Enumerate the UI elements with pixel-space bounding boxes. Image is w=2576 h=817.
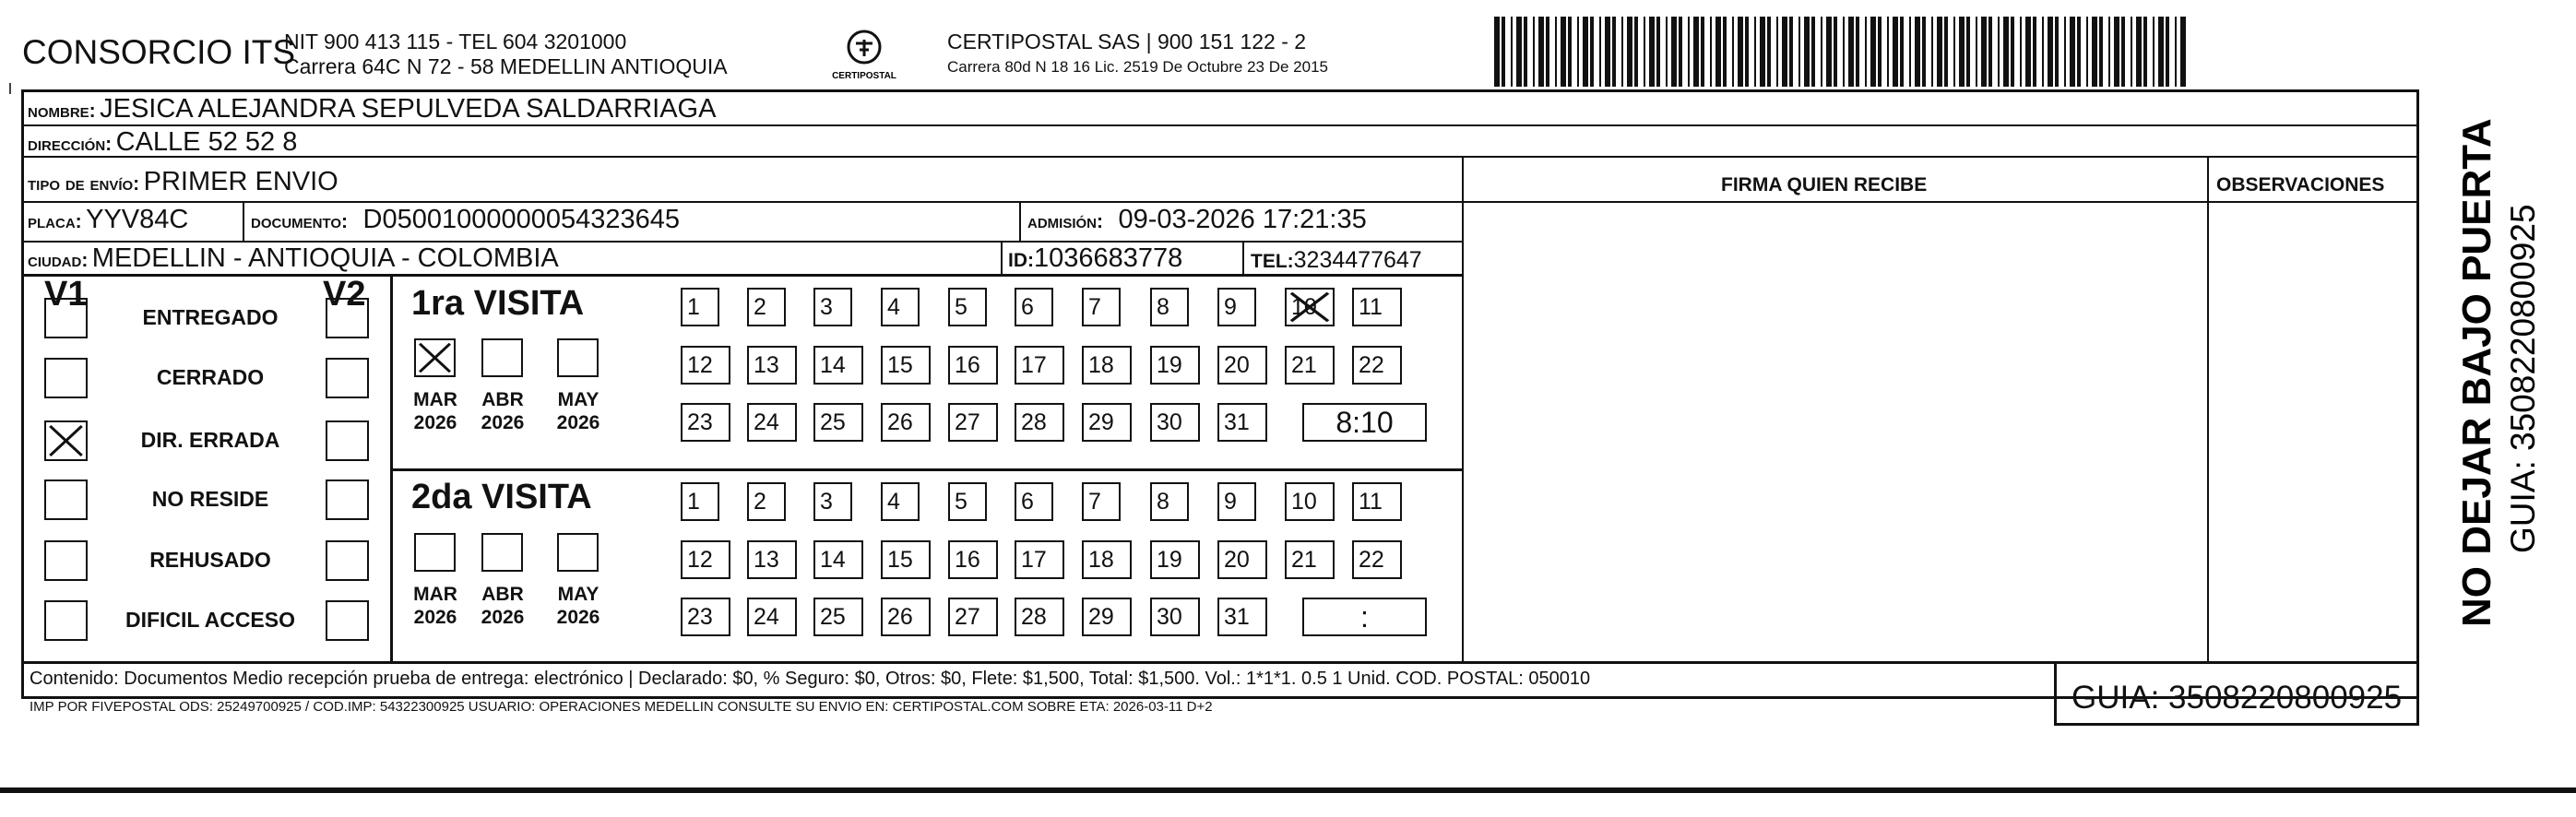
second-visit-day-box[interactable]: 12 bbox=[681, 540, 730, 579]
second-visit-day-box[interactable]: 13 bbox=[747, 540, 797, 579]
v1-status-checkbox[interactable] bbox=[44, 540, 88, 581]
cell-divider bbox=[1242, 241, 1244, 274]
first-visit-day-box[interactable]: 13 bbox=[747, 346, 797, 385]
second-visit-day-box[interactable]: 28 bbox=[1015, 598, 1064, 636]
v2-status-checkbox[interactable] bbox=[326, 420, 369, 461]
status-label: DIR. ERRADA bbox=[140, 428, 280, 452]
row-divider bbox=[21, 274, 1462, 277]
second-visit-day-box[interactable]: 6 bbox=[1015, 482, 1053, 521]
direccion-value: CALLE 52 52 8 bbox=[115, 127, 298, 157]
v2-status-checkbox[interactable] bbox=[326, 480, 369, 520]
status-label: CERRADO bbox=[156, 365, 265, 389]
second-visit-day-box[interactable]: 27 bbox=[948, 598, 998, 636]
first-visit-title: 1ra VISITA bbox=[411, 284, 585, 323]
first-visit-day-box[interactable]: 23 bbox=[681, 403, 730, 442]
month-year: 2026 bbox=[413, 412, 457, 433]
placa-label: placa: bbox=[28, 211, 82, 232]
first-visit-day-box[interactable]: 31 bbox=[1217, 403, 1267, 442]
v2-status-checkbox[interactable] bbox=[326, 600, 369, 641]
side-notice bbox=[2426, 111, 2573, 627]
placa-field bbox=[28, 205, 188, 235]
v1-status-checkbox[interactable] bbox=[44, 420, 88, 461]
second-visit-day-box[interactable]: 19 bbox=[1150, 540, 1200, 579]
second-visit-month-checkbox[interactable] bbox=[557, 533, 599, 572]
first-visit-month-checkbox[interactable] bbox=[414, 338, 456, 377]
second-visit-day-box[interactable]: 29 bbox=[1082, 598, 1132, 636]
nombre-value: JESICA ALEJANDRA SEPULVEDA SALDARRIAGA bbox=[100, 94, 717, 124]
month-year: 2026 bbox=[556, 607, 600, 628]
tel-field bbox=[1251, 247, 1422, 274]
second-visit-month-checkbox[interactable] bbox=[414, 533, 456, 572]
tel-value: 3234477647 bbox=[1293, 247, 1422, 273]
x-mark bbox=[1287, 290, 1333, 325]
company-info bbox=[284, 30, 728, 79]
direccion-field bbox=[28, 127, 297, 158]
ciudad-value: MEDELLIN - ANTIOQUIA - COLOMBIA bbox=[91, 243, 559, 273]
row-divider bbox=[21, 241, 1462, 243]
first-visit-day-box[interactable]: 8 bbox=[1150, 288, 1189, 326]
content-summary: Contenido: Documentos Medio recepción prueba de entrega: electrónico | Declarado: $0, % Seguro: $0, Otros: $0, Flete: $1,500, Total: $1,500. Vol.: 1*1*1. 0.5 1 Unid. COD. POSTAL: 050010 bbox=[30, 669, 1591, 689]
first-visit-day-box[interactable]: 17 bbox=[1015, 346, 1064, 385]
id-value: 1036683778 bbox=[1034, 243, 1183, 273]
second-visit-day-box[interactable]: 23 bbox=[681, 598, 730, 636]
first-visit-day-box[interactable]: 27 bbox=[948, 403, 998, 442]
side-guia-text: GUIA: 3508220800925 bbox=[2504, 204, 2542, 553]
admision-label: admisión: bbox=[1027, 211, 1103, 232]
second-visit-day-box[interactable]: 1 bbox=[681, 482, 719, 521]
nombre-label: nombre: bbox=[28, 101, 96, 122]
month-year: 2026 bbox=[556, 412, 600, 433]
second-visit-month-label bbox=[550, 583, 607, 629]
second-visit-day-box[interactable]: 10 bbox=[1285, 482, 1335, 521]
first-visit-day-box[interactable]: 3 bbox=[813, 288, 852, 326]
first-visit-day-box[interactable]: 5 bbox=[948, 288, 987, 326]
firma-column-left-border bbox=[1462, 156, 1464, 661]
first-visit-month-label bbox=[474, 388, 531, 434]
first-visit-day-box[interactable]: 29 bbox=[1082, 403, 1132, 442]
v1-status-checkbox[interactable] bbox=[44, 600, 88, 641]
status-label: NO RESIDE bbox=[151, 487, 269, 511]
first-visit-day-box[interactable]: 11 bbox=[1352, 288, 1402, 326]
second-visit-day-box[interactable]: 9 bbox=[1217, 482, 1256, 521]
first-visit-day-box[interactable]: 18 bbox=[1082, 346, 1132, 385]
company-name: CONSORCIO ITS bbox=[22, 33, 296, 71]
documento-field bbox=[251, 205, 680, 235]
observaciones-column-title: OBSERVACIONES bbox=[2216, 174, 2385, 195]
ciudad-field bbox=[28, 243, 559, 274]
id-field bbox=[1008, 243, 1182, 274]
nombre-field bbox=[28, 94, 716, 124]
second-visit-day-box[interactable]: 5 bbox=[948, 482, 987, 521]
first-visit-month-label bbox=[550, 388, 607, 434]
month-name: MAR bbox=[413, 389, 457, 410]
first-visit-day-box[interactable]: 16 bbox=[948, 346, 998, 385]
admision-field bbox=[1027, 205, 1367, 235]
first-visit-month-label bbox=[407, 388, 464, 434]
month-name: ABR bbox=[481, 584, 524, 605]
first-visit-day-box[interactable]: 1 bbox=[681, 288, 719, 326]
second-visit-day-box[interactable]: 17 bbox=[1015, 540, 1064, 579]
second-visit-day-box[interactable]: 16 bbox=[948, 540, 998, 579]
second-visit-day-box[interactable]: 18 bbox=[1082, 540, 1132, 579]
id-label: ID: bbox=[1008, 250, 1034, 271]
status-label: ENTREGADO bbox=[142, 305, 279, 329]
second-visit-day-box[interactable]: 21 bbox=[1285, 540, 1335, 579]
second-visit-day-box[interactable]: 25 bbox=[813, 598, 863, 636]
second-visit-day-box[interactable]: 15 bbox=[881, 540, 931, 579]
tipo-envio-label: tipo de envío: bbox=[28, 173, 140, 195]
second-visit-title: 2da VISITA bbox=[411, 478, 592, 516]
first-visit-day-box[interactable]: 20 bbox=[1217, 346, 1267, 385]
certipostal-logo bbox=[832, 28, 896, 87]
column-header-divider bbox=[1462, 201, 2419, 203]
v1-status-checkbox[interactable] bbox=[44, 480, 88, 520]
month-name: MAR bbox=[413, 584, 457, 605]
certipostal-info bbox=[947, 30, 1328, 79]
month-name: MAY bbox=[557, 584, 599, 605]
status-panel-border bbox=[390, 274, 393, 661]
v2-header: V2 bbox=[323, 275, 366, 314]
first-visit-day-box[interactable]: 4 bbox=[881, 288, 920, 326]
v1-header: V1 bbox=[44, 275, 88, 314]
cell-divider bbox=[1001, 241, 1003, 274]
second-visit-day-box[interactable]: 7 bbox=[1082, 482, 1121, 521]
row-divider bbox=[21, 156, 2419, 158]
tipo-envio-value: PRIMER ENVIO bbox=[143, 167, 338, 196]
month-year: 2026 bbox=[481, 412, 525, 433]
tipo-envio-field bbox=[28, 167, 338, 197]
first-visit-day-box[interactable]: 25 bbox=[813, 403, 863, 442]
placa-value: YYV84C bbox=[86, 205, 189, 234]
month-year: 2026 bbox=[413, 607, 457, 628]
second-visit-day-box[interactable]: 20 bbox=[1217, 540, 1267, 579]
month-year: 2026 bbox=[481, 607, 525, 628]
second-visit-month-checkbox[interactable] bbox=[481, 533, 523, 572]
status-label: DIFICIL ACCESO bbox=[125, 608, 295, 632]
v1-status-checkbox[interactable] bbox=[44, 358, 88, 398]
documento-value: D05001000000054323645 bbox=[362, 205, 681, 234]
no-dejar-bajo-puerta-text: NO DEJAR BAJO PUERTA bbox=[2454, 118, 2499, 627]
logo-wordmark: CERTIPOSTAL bbox=[832, 71, 896, 81]
second-visit-day-box[interactable]: 26 bbox=[881, 598, 931, 636]
x-mark bbox=[416, 340, 454, 375]
first-visit-day-box[interactable]: 7 bbox=[1082, 288, 1121, 326]
first-visit-day-box[interactable]: 2 bbox=[747, 288, 786, 326]
first-visit-day-box[interactable]: 24 bbox=[747, 403, 797, 442]
second-visit-day-box[interactable]: 31 bbox=[1217, 598, 1267, 636]
observaciones-column-left-border bbox=[2207, 156, 2209, 661]
first-visit-day-box[interactable]: 15 bbox=[881, 346, 931, 385]
first-visit-day-box[interactable]: 6 bbox=[1015, 288, 1053, 326]
status-label: REHUSADO bbox=[149, 548, 271, 572]
cell-divider bbox=[243, 201, 244, 241]
second-visit-month-label bbox=[474, 583, 531, 629]
first-visit-day-box[interactable]: 14 bbox=[813, 346, 863, 385]
row-divider bbox=[21, 201, 1462, 203]
second-visit-day-box[interactable]: 22 bbox=[1352, 540, 1402, 579]
cell-divider bbox=[1019, 201, 1021, 241]
second-visit-day-box[interactable]: 3 bbox=[813, 482, 852, 521]
visit-divider bbox=[390, 468, 1462, 471]
first-visit-day-box[interactable]: 9 bbox=[1217, 288, 1256, 326]
month-name: MAY bbox=[557, 389, 599, 410]
first-visit-day-box[interactable]: 19 bbox=[1150, 346, 1200, 385]
print-info: IMP POR FIVEPOSTAL ODS: 25249700925 / COD.IMP: 54322300925 USUARIO: OPERACIONES MEDELLIN CONSULTE SU ENVIO EN: CERTIPOSTAL.COM SOBRE ETA: 2026-03-11 D+2 bbox=[30, 699, 1213, 715]
v2-status-checkbox[interactable] bbox=[326, 358, 369, 398]
first-visit-day-box[interactable]: 12 bbox=[681, 346, 730, 385]
margin-tick bbox=[9, 83, 15, 94]
second-visit-day-box[interactable]: 4 bbox=[881, 482, 920, 521]
direccion-label: dirección: bbox=[28, 134, 113, 155]
first-visit-month-checkbox[interactable] bbox=[557, 338, 599, 377]
month-name: ABR bbox=[481, 389, 524, 410]
certipostal-address: Carrera 80d N 18 16 Lic. 2519 De Octubre 23 De 2015 bbox=[947, 58, 1328, 76]
first-visit-time-box[interactable]: 8:10 bbox=[1302, 403, 1427, 442]
certipostal-nit: CERTIPOSTAL SAS | 900 151 122 - 2 bbox=[947, 30, 1307, 53]
company-address: Carrera 64C N 72 - 58 MEDELLIN ANTIOQUIA bbox=[284, 54, 728, 78]
firma-column-title: FIRMA QUIEN RECIBE bbox=[1721, 174, 1928, 195]
tel-label: TEL: bbox=[1251, 251, 1294, 272]
company-nit: NIT 900 413 115 - TEL 604 3201000 bbox=[284, 30, 627, 53]
first-visit-day-box[interactable]: 22 bbox=[1352, 346, 1402, 385]
row-divider bbox=[21, 124, 2419, 126]
second-visit-month-label bbox=[407, 583, 464, 629]
first-visit-month-checkbox[interactable] bbox=[481, 338, 523, 377]
first-visit-day-box[interactable]: 28 bbox=[1015, 403, 1064, 442]
second-visit-day-box[interactable]: 30 bbox=[1150, 598, 1200, 636]
barcode bbox=[1494, 17, 2188, 87]
ciudad-label: ciudad: bbox=[28, 250, 89, 271]
v2-status-checkbox[interactable] bbox=[326, 298, 369, 338]
second-visit-time-box[interactable]: : bbox=[1302, 598, 1427, 636]
v1-status-checkbox[interactable] bbox=[44, 298, 88, 338]
first-visit-day-box[interactable]: 30 bbox=[1150, 403, 1200, 442]
second-visit-day-box[interactable]: 8 bbox=[1150, 482, 1189, 521]
guia-number: GUIA: 3508220800925 bbox=[2071, 680, 2403, 716]
documento-label: documento: bbox=[251, 211, 349, 232]
admision-value: 09-03-2026 17:21:35 bbox=[1118, 205, 1367, 234]
x-mark bbox=[46, 422, 86, 459]
first-visit-day-box[interactable]: 10 bbox=[1285, 288, 1335, 326]
second-visit-day-box[interactable]: 2 bbox=[747, 482, 786, 521]
first-visit-day-box[interactable]: 26 bbox=[881, 403, 931, 442]
v2-status-checkbox[interactable] bbox=[326, 540, 369, 581]
second-visit-day-box[interactable]: 11 bbox=[1352, 482, 1402, 521]
second-visit-day-box[interactable]: 24 bbox=[747, 598, 797, 636]
second-visit-day-box[interactable]: 14 bbox=[813, 540, 863, 579]
first-visit-day-box[interactable]: 21 bbox=[1285, 346, 1335, 385]
bottom-rule bbox=[0, 787, 2576, 793]
